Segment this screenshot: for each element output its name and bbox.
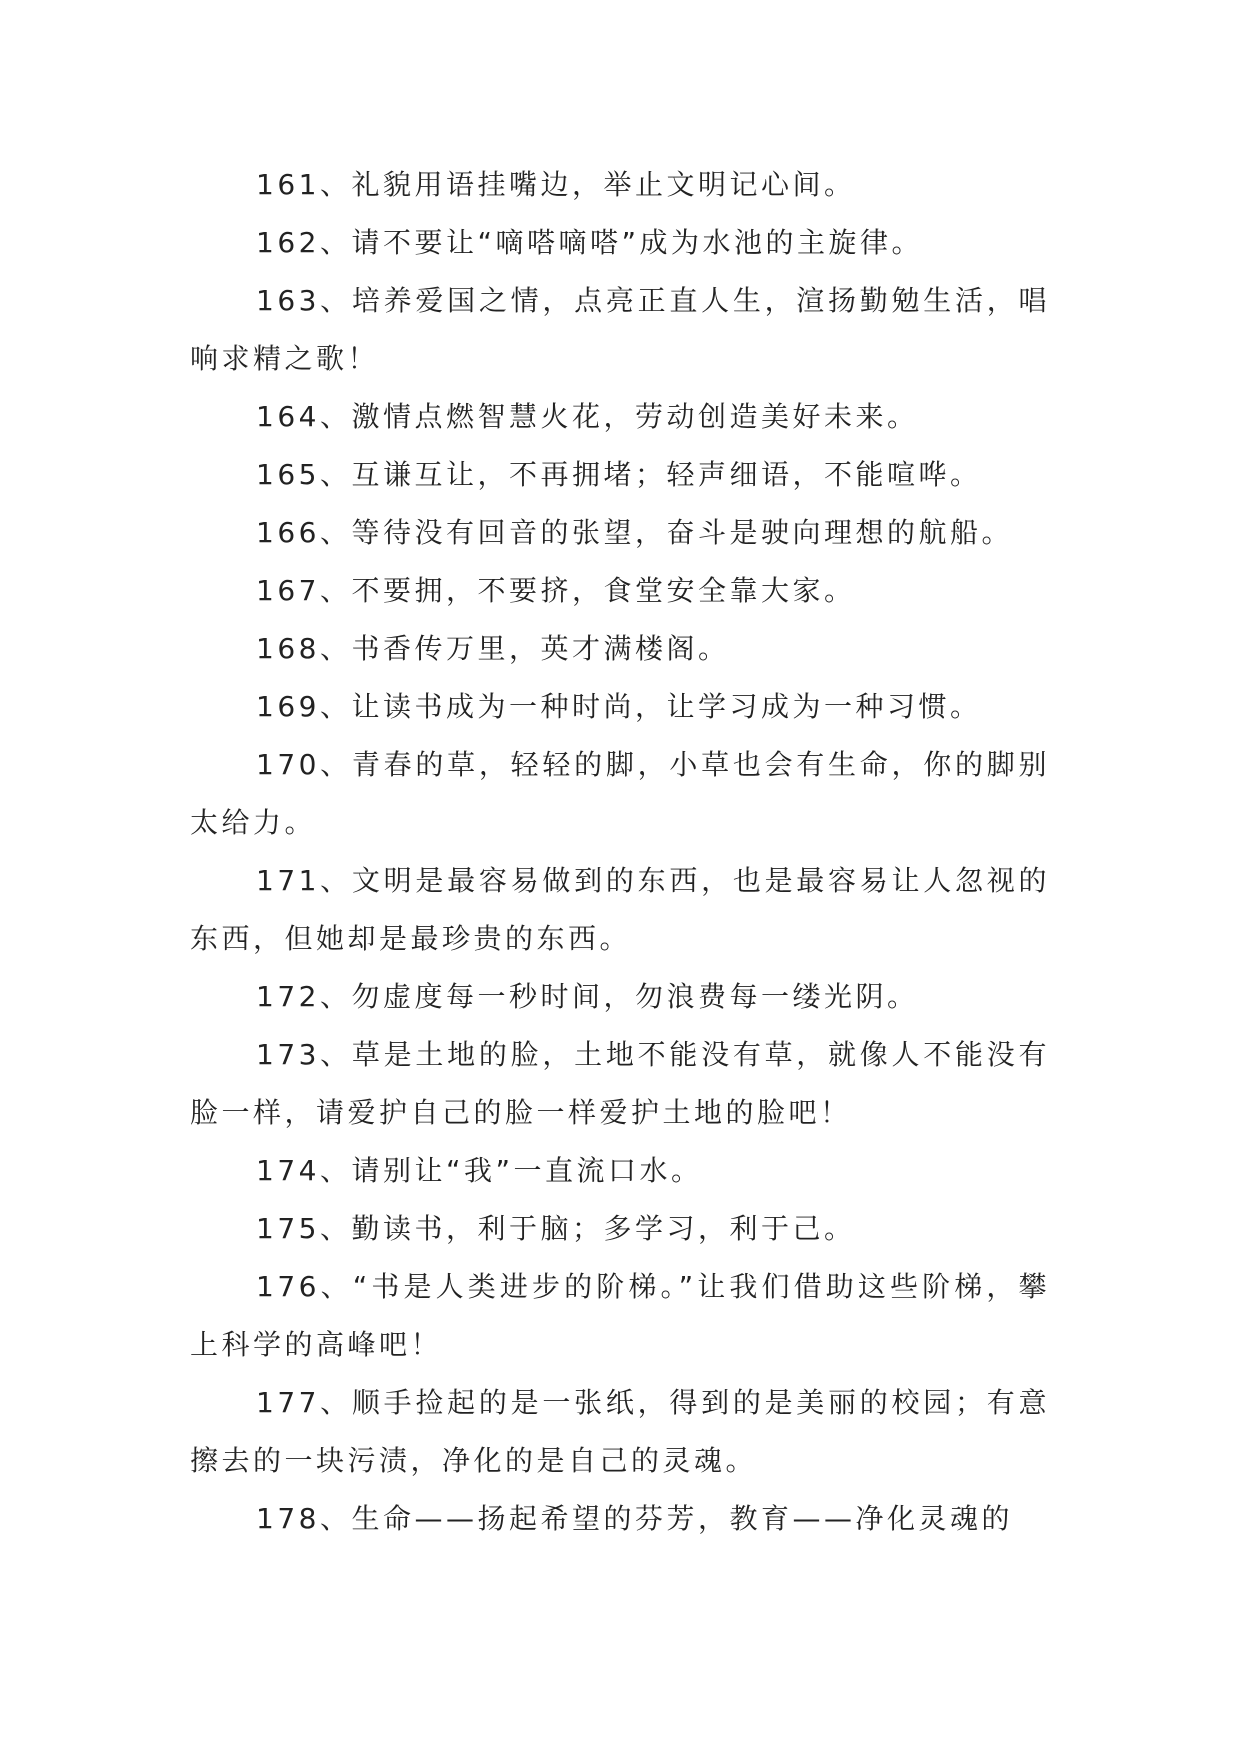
paragraph-169: 169、让读书成为一种时尚，让学习成为一种习惯。: [256, 690, 982, 723]
paragraph-162: 162、请不要让“嘀嗒嘀嗒”成为水池的主旋律。: [256, 226, 923, 259]
paragraph-177: 177、顺手捡起的是一张纸，得到的是美丽的校园；有意擦去的一块污渍，净化的是自己的灵魂。: [190, 1386, 1050, 1477]
paragraph-175: 175、勤读书，利于脑；多学习，利于己。: [256, 1212, 856, 1245]
paragraph-171: 171、文明是最容易做到的东西，也是最容易让人忽视的东西，但她却是最珍贵的东西。: [190, 864, 1050, 955]
paragraph-178: 178、生命——扬起希望的芬芳，教育——净化灵魂的: [256, 1502, 1013, 1535]
paragraph-163: 163、培养爱国之情，点亮正直人生，渲扬勤勉生活，唱响求精之歌！: [190, 284, 1050, 375]
paragraph-165: 165、互谦互让，不再拥堵；轻声细语，不能喧哗。: [256, 458, 982, 491]
paragraph-173: 173、草是土地的脸，土地不能没有草，就像人不能没有脸一样，请爱护自己的脸一样爱护土地的脸吧！: [190, 1038, 1050, 1129]
paragraph-167: 167、不要拥，不要挤，食堂安全靠大家。: [256, 574, 856, 607]
paragraph-164: 164、激情点燃智慧火花，劳动创造美好未来。: [256, 400, 919, 433]
paragraph-161: 161、礼貌用语挂嘴边，举止文明记心间。: [256, 168, 856, 201]
paragraph-174: 174、请别让“我”一直流口水。: [256, 1154, 703, 1187]
paragraph-166: 166、等待没有回音的张望，奋斗是驶向理想的航船。: [256, 516, 1013, 549]
paragraph-172: 172、勿虚度每一秒时间，勿浪费每一缕光阴。: [256, 980, 919, 1013]
paragraph-176: 176、“书是人类进步的阶梯。”让我们借助这些阶梯，攀上科学的高峰吧！: [190, 1270, 1050, 1361]
paragraph-170: 170、青春的草，轻轻的脚，小草也会有生命，你的脚别太给力。: [190, 748, 1050, 839]
document-body: [190, 156, 1050, 1548]
paragraph-168: 168、书香传万里，英才满楼阁。: [256, 632, 730, 665]
